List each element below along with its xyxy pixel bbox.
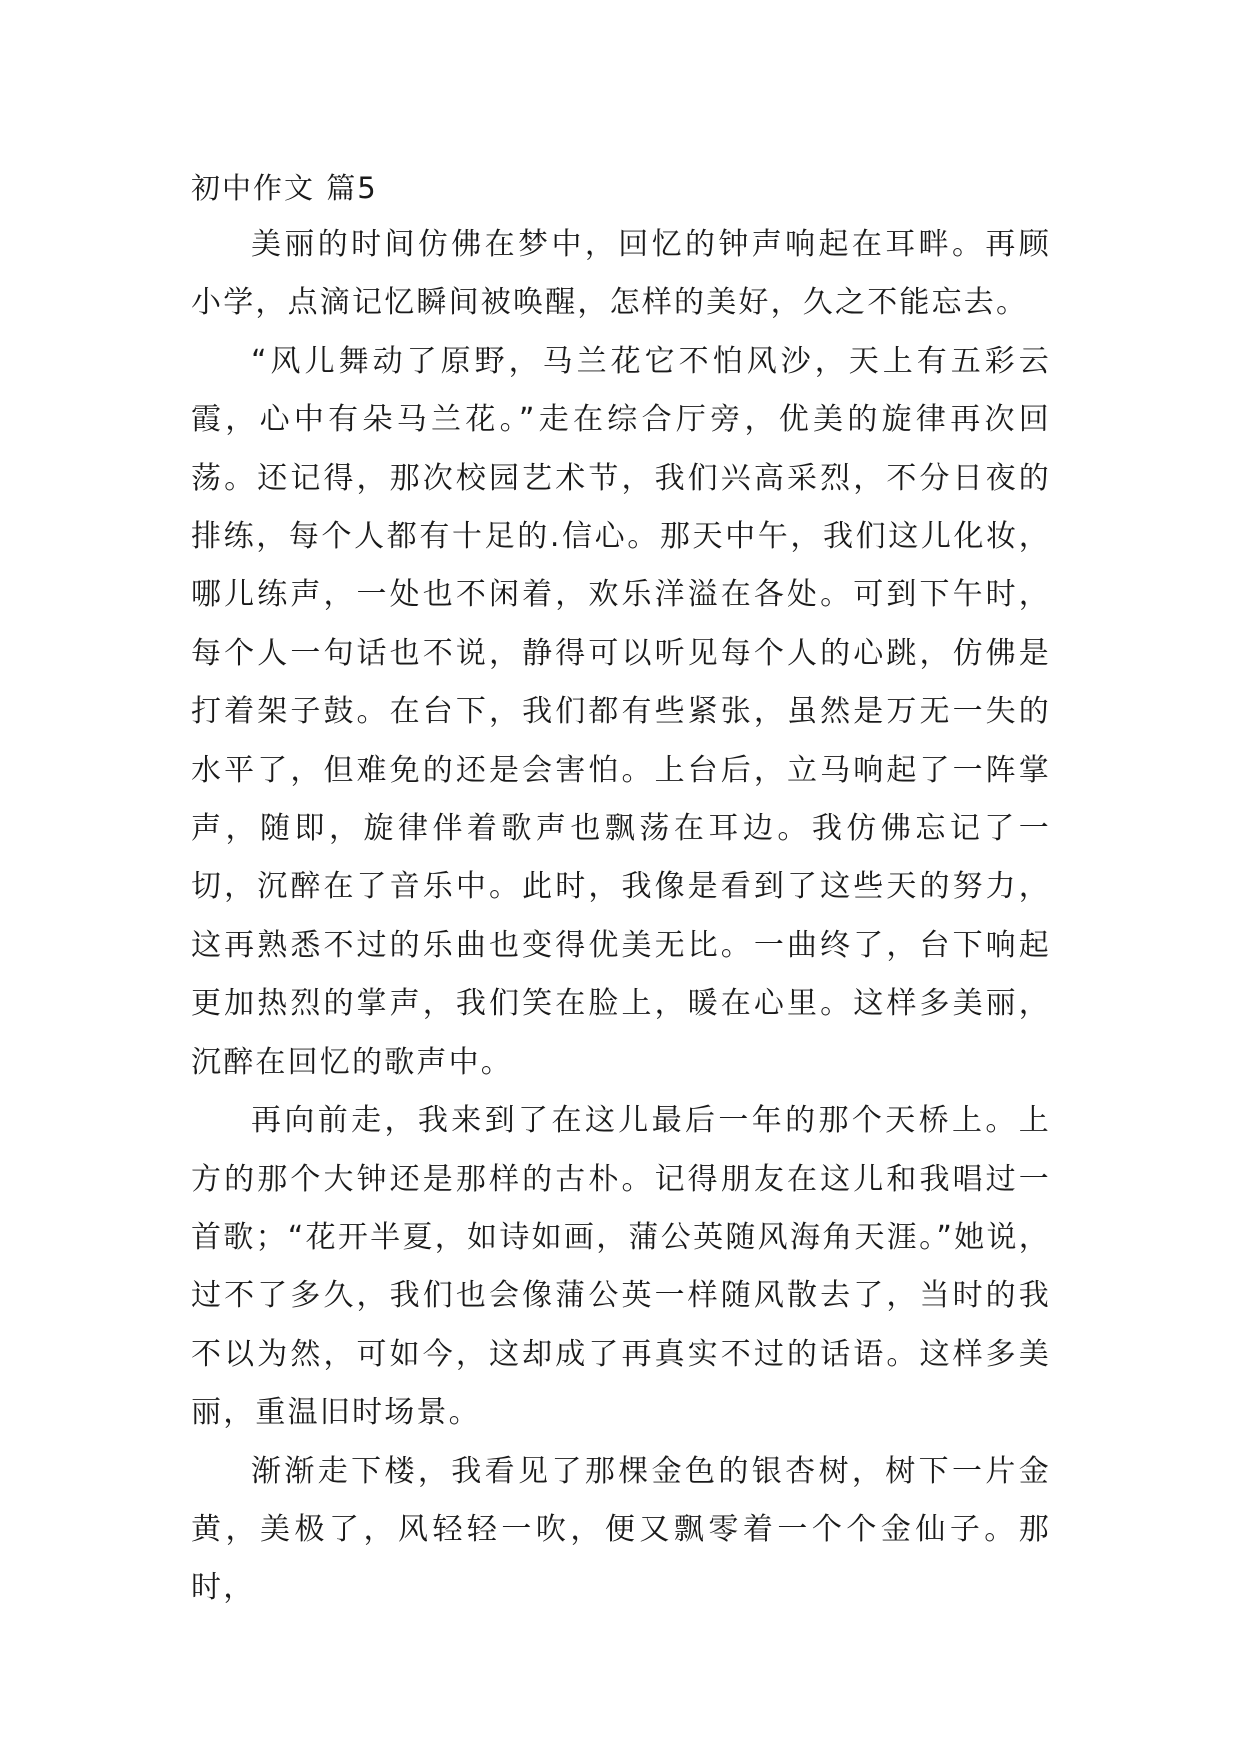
document-title: 初中作文 篇5 [191, 171, 378, 205]
paragraph-3: 再向前走，我来到了在这儿最后一年的那个天桥上。上方的那个大钟还是那样的古朴。记得朋友在这儿和我唱过一首歌；“花开半夏，如诗如画，蒲公英随风海角天涯。”她说，过不了多久，我们也会像蒲公英一样随风散去了，当时的我不以为然，可如今，这却成了再真实不过的话语。这样多美丽，重温旧时场景。 [191, 1103, 1051, 1431]
paragraph-4: 渐渐走下楼，我看见了那棵金色的银杏树，树下一片金黄，美极了，风轻轻一吹，便又飘零着一个个金仙子。那时， [191, 1453, 1051, 1606]
paragraph-1: 美丽的时间仿佛在梦中，回忆的钟声响起在耳畔。再顾小学，点滴记忆瞬间被唤醒，怎样的美好，久之不能忘去。 [191, 227, 1051, 321]
document-page [191, 160, 1051, 1618]
paragraph-2: “风儿舞动了原野，马兰花它不怕风沙，天上有五彩云霞，心中有朵马兰花。”走在综合厅旁，优美的旋律再次回荡。还记得，那次校园艺术节，我们兴高采烈，不分日夜的排练，每个人都有十足的.信心。那天中午，我们这儿化妆，哪儿练声，一处也不闲着，欢乐洋溢在各处。可到下午时，每个人一句话也不说，静得可以听见每个人的心跳，仿佛是打着架子鼓。在台下，我们都有些紧张，虽然是万无一失的水平了，但难免的还是会害怕。上台后，立马响起了一阵掌声，随即，旋律伴着歌声也飘荡在耳边。我仿佛忘记了一切，沉醉在了音乐中。此时，我像是看到了这些天的努力，这再熟悉不过的乐曲也变得优美无比。一曲终了，台下响起更加热烈的掌声，我们笑在脸上，暖在心里。这样多美丽，沉醉在回忆的歌声中。 [191, 343, 1051, 1080]
